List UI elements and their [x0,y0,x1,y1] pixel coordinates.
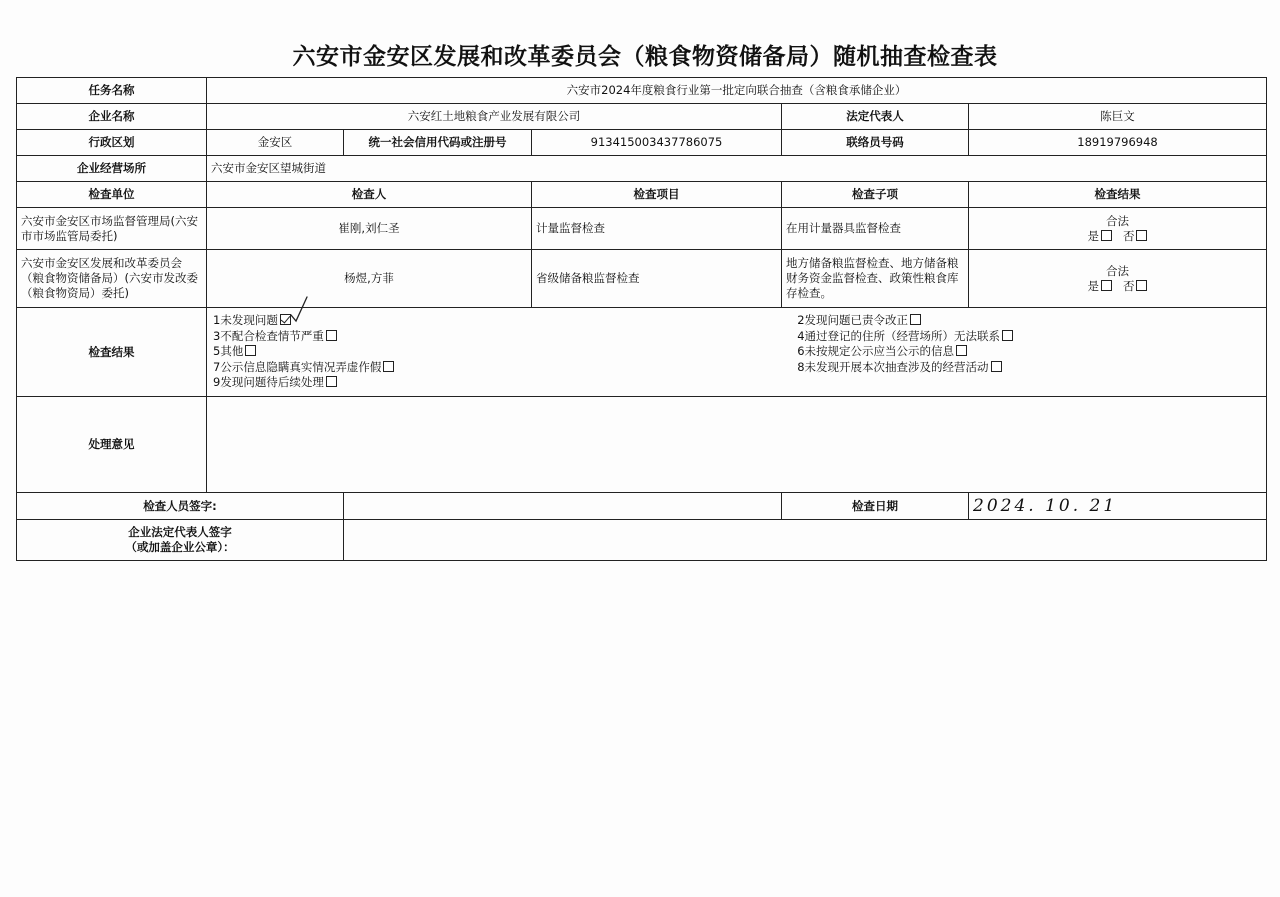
legal-rep-label: 法定代表人 [782,104,969,130]
admin-area-label: 行政区划 [17,130,207,156]
company-name-value: 六安红土地粮食产业发展有限公司 [207,104,782,130]
company-row [17,104,1267,130]
no-label: 否 [1122,278,1135,293]
result-options [207,308,1267,397]
result-option-5: 5其他 [213,344,394,360]
legal-choice [973,279,1262,294]
inspect-unit-header: 检查单位 [17,182,207,208]
inspector-header: 检查人 [207,182,532,208]
credit-code-label: 统一社会信用代码或注册号 [344,130,532,156]
result-option-4: 4通过登记的住所（经营场所）无法联系 [797,329,1013,345]
option-8-checkbox[interactable] [991,361,1002,372]
inspection-form [16,77,1267,561]
task-name-value: 六安市2024年度粮食行业第一批定向联合抽查（含粮食承储企业） [207,78,1267,104]
inspection-inspector: 崔刚,刘仁圣 [207,208,532,250]
handling-opinion-label: 处理意见 [17,397,207,493]
result-option-1: 1未发现问题 [213,313,394,329]
inspection-unit: 六安市金安区市场监督管理局(六安市市场监管局委托) [17,208,207,250]
no-checkbox[interactable] [1136,230,1147,241]
task-name-label: 任务名称 [17,78,207,104]
inspection-header-row [17,182,1267,208]
inspect-subitem-header: 检查子项 [782,182,969,208]
option-5-checkbox[interactable] [245,345,256,356]
handwritten-check-icon [289,295,309,323]
yes-checkbox[interactable] [1101,230,1112,241]
legal-title: 合法 [1106,213,1129,228]
liaison-code-label: 联络员号码 [782,130,969,156]
company-name-label: 企业名称 [17,104,207,130]
legal-rep-value: 陈巨文 [969,104,1267,130]
inspection-inspector: 杨煜,方菲 [207,250,532,308]
yes-label: 是 [1087,278,1100,293]
inspection-item: 省级储备粮监督检查 [532,250,782,308]
inspect-date-value: 2024. 10. 21 [969,493,1267,520]
inspector-sign-field[interactable] [344,493,782,520]
inspection-item: 计量监督检查 [532,208,782,250]
result-option-3: 3不配合检查情节严重 [213,329,394,345]
inspect-item-header: 检查项目 [532,182,782,208]
yes-label: 是 [1087,228,1100,243]
inspection-row [17,208,1267,250]
inspection-result [969,208,1267,250]
result-option-8: 8未发现开展本次抽查涉及的经营活动 [797,360,1013,376]
inspection-subitem: 地方储备粮监督检查、地方储备粮财务资金监督检查、政策性粮食库存检查。 [782,250,969,308]
option-2-checkbox[interactable] [910,314,921,325]
option-7-checkbox[interactable] [383,361,394,372]
handling-opinion-row [17,397,1267,493]
inspection-row [17,250,1267,308]
admin-row [17,130,1267,156]
business-place-label: 企业经营场所 [17,156,207,182]
result-option-7: 7公示信息隐瞒真实情况弄虚作假 [213,360,394,376]
legal-sign-label-line1: 企业法定代表人签字 [128,525,232,539]
page-title: 六安市金安区发展和改革委员会（粮食物资储备局）随机抽查检查表 [292,44,998,70]
liaison-code-value: 18919796948 [969,130,1267,156]
handling-opinion-field[interactable] [207,397,1267,493]
result-option-9: 9发现问题待后续处理 [213,375,394,391]
inspector-sign-label: 检查人员签字: [17,493,344,520]
inspect-date-label: 检查日期 [782,493,969,520]
task-row [17,78,1267,104]
business-place-value: 六安市金安区望城街道 [207,156,1267,182]
result-section-label: 检查结果 [17,308,207,397]
legal-sign-field[interactable] [344,520,1267,561]
admin-area-value: 金安区 [207,130,344,156]
result-option-2: 2发现问题已责令改正 [797,313,1013,329]
option-6-checkbox[interactable] [956,345,967,356]
yes-checkbox[interactable] [1101,280,1112,291]
option-9-checkbox[interactable] [326,376,337,387]
legal-sign-row [17,520,1267,561]
option-4-checkbox[interactable] [1002,330,1013,341]
legal-title: 合法 [1106,263,1129,278]
no-label: 否 [1122,228,1135,243]
signature-row [17,493,1267,520]
inspection-result [969,250,1267,308]
legal-choice [973,229,1262,244]
result-option-6: 6未按规定公示应当公示的信息 [797,344,1013,360]
no-checkbox[interactable] [1136,280,1147,291]
option-3-checkbox[interactable] [326,330,337,341]
result-options-row [17,308,1267,397]
inspection-unit: 六安市金安区发展和改革委员会（粮食物资储备局）(六安市发改委（粮食物资局）委托) [17,250,207,308]
legal-sign-label [17,520,344,561]
credit-code-value: 913415003437786075 [532,130,782,156]
business-place-row [17,156,1267,182]
legal-sign-label-line2: （或加盖企业公章）： [125,540,235,554]
inspect-result-header: 检查结果 [969,182,1267,208]
inspection-subitem: 在用计量器具监督检查 [782,208,969,250]
